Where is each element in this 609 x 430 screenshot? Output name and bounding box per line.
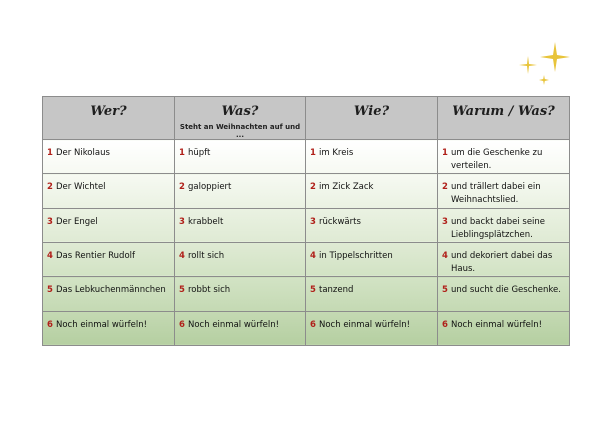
header-title: Wer? (90, 104, 127, 119)
row-number: 3 (442, 216, 448, 227)
row-number: 5 (47, 285, 53, 296)
cell-text: und trällert dabei ein Weihnachtslied. (451, 182, 541, 206)
row-number: 6 (310, 319, 316, 330)
row-number: 6 (179, 319, 185, 330)
table-cell (175, 277, 306, 311)
cell-text: krabbelt (188, 216, 224, 227)
table-cell (43, 208, 175, 242)
row-number: 1 (179, 148, 185, 158)
table-cell (306, 311, 438, 345)
header-title: Was? (221, 104, 259, 119)
cell-text: Noch einmal würfeln! (319, 319, 411, 330)
table-cell (306, 174, 438, 208)
row-number: 4 (442, 250, 448, 261)
table-cell (175, 140, 306, 174)
cell-text: in Tippelschritten (319, 250, 393, 261)
cell-text: galoppiert (188, 182, 232, 193)
row-number: 5 (310, 285, 316, 296)
cell-text: und dekoriert dabei das Haus. (451, 250, 553, 274)
table-row (43, 140, 570, 174)
table-cell (306, 140, 438, 174)
cell-text: Der Wichtel (56, 182, 106, 193)
table-row (43, 242, 570, 276)
row-number: 2 (47, 182, 53, 193)
table-cell (306, 208, 438, 242)
table-cell (438, 311, 570, 345)
header-subtitle: Steht an Weihnachten auf und ... (179, 123, 301, 139)
row-number: 2 (179, 182, 185, 193)
cell-text: rollt sich (188, 250, 225, 261)
table-cell (175, 311, 306, 345)
cell-text: Der Nikolaus (56, 148, 110, 158)
header-title: Wie? (353, 104, 390, 119)
row-number: 2 (310, 182, 316, 193)
row-number: 5 (442, 285, 448, 296)
cell-text: hüpft (188, 148, 211, 158)
dice-game-table (42, 96, 570, 346)
header-row (43, 97, 570, 140)
table-cell (43, 311, 175, 345)
cell-text: im Zick Zack (319, 182, 374, 193)
table-row (43, 174, 570, 208)
table-cell (438, 242, 570, 276)
cell-text: Das Lebkuchenmännchen (56, 285, 166, 296)
row-number: 3 (310, 216, 316, 227)
table-cell (438, 140, 570, 174)
row-number: 2 (442, 182, 448, 193)
row-number: 6 (442, 319, 448, 330)
table-cell (438, 277, 570, 311)
row-number: 1 (47, 148, 53, 158)
row-number: 4 (310, 250, 316, 261)
table-cell (438, 174, 570, 208)
cell-text: tanzend (319, 285, 354, 296)
header-wer (43, 97, 175, 140)
table-cell (175, 208, 306, 242)
cell-text: rückwärts (319, 216, 361, 227)
table-cell (306, 277, 438, 311)
row-number: 4 (47, 250, 53, 261)
row-number: 3 (47, 216, 53, 227)
table-cell (43, 242, 175, 276)
cell-text: robbt sich (188, 285, 231, 296)
cell-text: Noch einmal würfeln! (188, 319, 280, 330)
cell-text: und sucht die Geschenke. (451, 285, 561, 296)
cell-text: um die Geschenke zu verteilen. (451, 148, 543, 171)
table-cell (43, 277, 175, 311)
table-row (43, 277, 570, 311)
table-cell (175, 242, 306, 276)
table-cell (438, 208, 570, 242)
header-wie (306, 97, 438, 140)
cell-text: Noch einmal würfeln! (451, 319, 543, 330)
table-row (43, 208, 570, 242)
table-cell (175, 174, 306, 208)
stars-decoration (515, 40, 575, 85)
row-number: 3 (179, 216, 185, 227)
table-cell (306, 242, 438, 276)
row-number: 5 (179, 285, 185, 296)
table-cell (43, 140, 175, 174)
cell-text: Der Engel (56, 216, 98, 227)
cell-text: Das Rentier Rudolf (56, 250, 136, 261)
star-icon (540, 42, 570, 72)
table-row (43, 311, 570, 345)
cell-text: und backt dabei seine Lieblingsplätzchen. (451, 216, 546, 240)
cell-text: im Kreis (319, 148, 354, 158)
cell-text: Noch einmal würfeln! (56, 319, 148, 330)
star-icon (539, 75, 549, 85)
table-cell (43, 174, 175, 208)
header-title: Warum / Was? (452, 104, 555, 119)
row-number: 6 (47, 319, 53, 330)
row-number: 4 (179, 250, 185, 261)
row-number: 1 (310, 148, 316, 158)
star-icon (519, 56, 537, 74)
row-number: 1 (442, 148, 448, 158)
header-was (175, 97, 306, 140)
header-warum (438, 97, 570, 140)
